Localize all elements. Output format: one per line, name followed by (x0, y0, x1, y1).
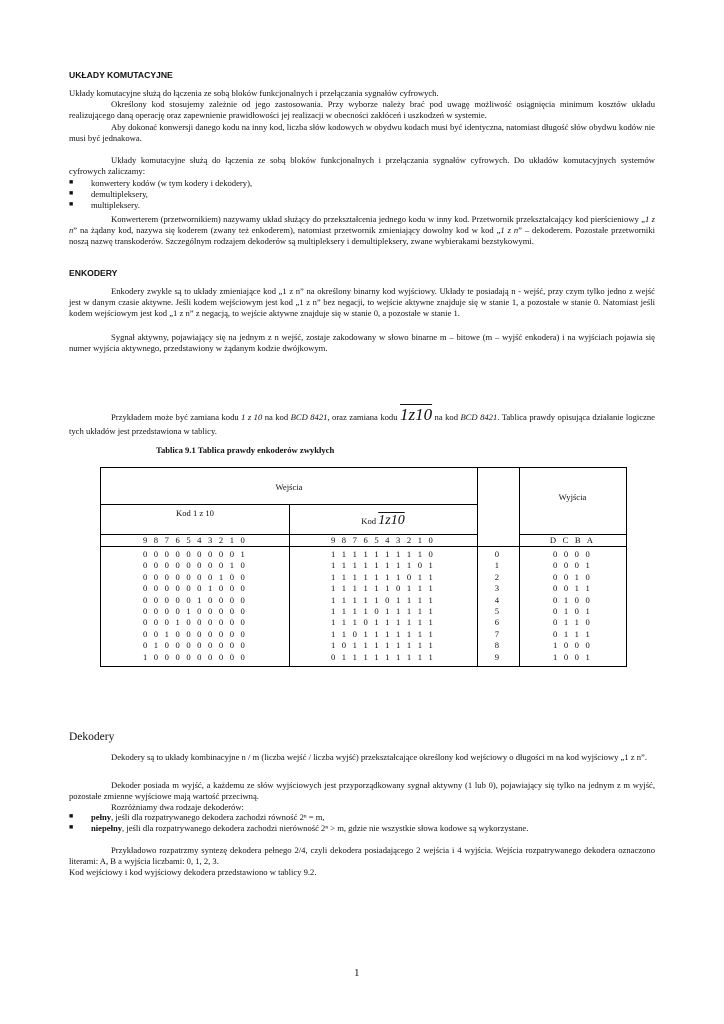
intro-paragraph-3: Aby dokonać konwersji danego kodu na inny kod, liczba słów kodowych w obydwu kodach musi być identyczna, natomiast długość słów obydwu kodów nie musi być jednakowa. (69, 122, 655, 144)
decoder-types-list (69, 812, 655, 834)
list-item: ■ niepełny, jeśli dla rozpatrywanego dekodera zachodzi nierówność 2ⁿ > m, gdzie nie wszystkie słowa kodowe są wykorzystane. (69, 823, 529, 834)
bullet-icon: ■ (69, 200, 74, 209)
truth-table (100, 467, 627, 667)
section-heading-enkodery: ENKODERY (69, 268, 118, 278)
table-cell: 4 (494, 594, 502, 605)
table-cell: 0 (494, 549, 502, 559)
table-cell: 0 0 1 1 (552, 583, 593, 594)
intro-paragraph-1: Układy komutacyjne służą do łączenia ze sobą bloków funkcjonalnych i przełączania sygnałów cyfrowych. (69, 88, 439, 98)
table-cell: 0 1 0 0 (552, 594, 593, 605)
bullet-icon: ■ (69, 178, 74, 186)
table-cell: 6 (494, 617, 502, 628)
dekodery-paragraph-3: Rozróżniamy dwa rodzaje dekoderów: (111, 802, 244, 812)
table-cell: 1 0 0 1 (552, 651, 593, 662)
table-cell: 0 0 0 0 0 1 0 0 0 0 (142, 594, 248, 605)
dekodery-paragraph-4: Przykładowo rozpatrzmy syntezę dekodera pełnego 2/4, czyli dekodera posiadającego 2 wejścia i 4 wyjścia. Wejścia rozpatrywanego dekodera oznaczono literami: A, B a wyjścia liczbami: 0, 1, 2, 3. (69, 845, 655, 867)
table-cell: 0 1 1 1 (552, 628, 593, 639)
header-inputs-2: 9 8 7 6 5 4 3 2 1 0 (330, 535, 436, 545)
enkodery-paragraph-1: Enkodery zwykle są to układy zmieniające kod „1 z n” na określony binarny kod wyjściowy. Układy te posiadają n - wejść, przy czym tylko jedno z wejść jest w danym czasie aktywne. Jeśli kodem wejściowym jest kod „1 z n” bez negacji, to wejście aktywne znajduje się w stanie 1, a pozostałe w stanie 0. Natomiast jeśli kodem wejściowym jest kod „1 z n” z negacją, to wejście aktywne znajduje się w stanie 0, a pozostałe w stanie 1. (69, 286, 655, 319)
dekodery-paragraph-5: Kod wejściowy i kod wyjściowy dekodera przedstawiono w tablicy 9.2. (69, 867, 317, 877)
table-cell: 5 (494, 606, 502, 616)
table-cell: 1 0 0 0 (552, 640, 593, 651)
table-cell: 1 1 1 1 1 1 1 1 1 0 (330, 549, 436, 559)
dekodery-paragraph-1: Dekodery są to układy kombinacyjne n / m (liczba wejść / liczba wyjść) przekształcające określony kod wejściowy o długości m na kod wyjściowy „1 z n”. (111, 752, 647, 762)
intro-paragraph-5: Konwerterem (przetwornikiem) nazywamy układ służący do przekształcenia jednego kodu w inny kod. Przetwornik przekształcający kod pierścieniowy „1 z n” na żądany kod, nazywa się koderem (zwany też enkoderem), natomiast przetwornik zmieniający dowolny kod w kod „1 z n” – dekoderem. Pozostałe przetworniki noszą nazwę transkoderów. Szczególnym rodzajem dekoderów są multipleksery i demultipleksery, zwane wybierakami bezstykowymi. (69, 214, 656, 247)
table-cell: 0 0 0 1 0 0 0 0 0 0 (142, 617, 248, 628)
table-cell: 0 0 0 1 (552, 560, 593, 571)
intro-paragraph-2: Określony kod stosujemy zależnie od jego zastosowania. Przy wyborze należy brać pod uwagę możliwość osiągnięcia minimum kosztów układu realizującego daną operację oraz zapewnienie prawidłowości jej realizacji w obecności zakłóceń i uszkodzeń w systemie. (69, 99, 655, 121)
table-cell: 0 0 0 0 (552, 549, 593, 559)
list-item: ■ demultipleksery, (69, 189, 148, 200)
bullet-icon: ■ (69, 189, 74, 198)
table-cell: 2 (494, 571, 502, 582)
header-outputs: D C B A (549, 535, 596, 545)
table-cell: 0 0 1 0 (552, 571, 593, 582)
table-cell: 1 1 1 1 1 1 1 0 1 1 (330, 571, 436, 582)
list-item: ■ pełny, jeśli dla rozpatrywanego dekodera zachodzi równość 2ⁿ = m, (69, 812, 325, 822)
table-cell: 0 1 1 0 (552, 617, 593, 628)
enkodery-paragraph-2: Sygnał aktywny, pojawiający się na jednym z n wejść, zostaje zakodowany w słowo binarne m – bitowe (m – wyjść enkodera) i na wyjściach pojawia się numer wyjścia aktywnego, przedstawiony w żądanym kodzie dwójkowym. (69, 332, 655, 354)
table-cell: 1 1 1 0 1 1 1 1 1 1 (330, 617, 436, 628)
table-cell: 0 0 0 0 0 0 0 0 1 0 (142, 560, 248, 571)
table-cell: 1 1 1 1 0 1 1 1 1 1 (330, 606, 436, 616)
table-cell: 0 0 0 0 0 0 1 0 0 0 (142, 583, 248, 594)
table-cell: 7 (494, 628, 502, 639)
header-kod-1z10-negated: Kod 1z10 (361, 513, 405, 528)
table-cell: 1 0 1 1 1 1 1 1 1 1 (330, 640, 436, 651)
list-item: ■ konwertery kodów (w tym kodery i dekodery), (69, 178, 253, 188)
enkodery-example: Przykładem może być zamiana kodu 1 z 10 na kod BCD 8421, oraz zamiana kodu 1z10 na kod BCD 8421. Tablica prawdy opisująca działanie logiczne tych układów jest przedstawiona w tablicy. (69, 405, 656, 437)
table-cell: 0 0 0 0 0 0 0 0 0 1 (142, 549, 248, 559)
table-caption: Tablica 9.1 Tablica prawdy enkoderów zwykłych (156, 445, 335, 455)
table-cell: 9 (494, 651, 502, 662)
dekodery-paragraph-2: Dekoder posiada m wyjść, a każdemu ze słów wyjściowych jest przyporządkowany sygnał aktywny (1 lub 0), pojawiający się tylko na jednym z m wyjść, pozostałe zmienne wyjściowe mają wartość przeciwną. (69, 780, 655, 802)
bullet-icon: ■ (69, 812, 74, 820)
table-cell: 0 0 1 0 0 0 0 0 0 0 (142, 628, 248, 639)
list-item: ■ multipleksery. (69, 200, 140, 211)
components-list (69, 178, 252, 212)
table-cell: 1 1 1 1 1 1 1 1 0 1 (330, 560, 436, 571)
header-wejscia: Wejścia (275, 482, 303, 492)
header-inputs-1: 9 8 7 6 5 4 3 2 1 0 (142, 535, 248, 545)
table-cell: 1 0 0 0 0 0 0 0 0 0 (142, 651, 248, 662)
header-wyjscia: Wyjścia (558, 492, 587, 502)
bullet-icon: ■ (69, 823, 74, 832)
table-cell: 3 (494, 583, 502, 594)
table-cell: 0 1 0 1 (552, 606, 593, 616)
table-cell: 8 (494, 640, 502, 651)
header-kod-1z10: Kod 1 z 10 (176, 508, 214, 518)
table-cell: 0 0 0 0 1 0 0 0 0 0 (142, 606, 248, 616)
page-title: UKŁADY KOMUTACYJNE (69, 70, 173, 80)
table-cell: 0 1 1 1 1 1 1 1 1 1 (330, 651, 436, 662)
page-number: 1 (354, 967, 360, 979)
table-cell: 1 1 0 1 1 1 1 1 1 1 (330, 628, 436, 639)
table-cell: 1 1 1 1 1 0 1 1 1 1 (330, 594, 436, 605)
table-cell: 0 0 0 0 0 0 0 1 0 0 (142, 571, 248, 582)
table-cell: 0 1 0 0 0 0 0 0 0 0 (142, 640, 248, 651)
table-cell: 1 (494, 560, 502, 571)
intro-paragraph-4: Układy komutacyjne służą do łączenia ze sobą bloków funkcjonalnych i przełączania sygnałów cyfrowych. Do układów komutacyjnych systemów cyfrowych zaliczamy: (69, 155, 655, 177)
table-cell: 1 1 1 1 1 1 0 1 1 1 (330, 583, 436, 594)
section-heading-dekodery: Dekodery (69, 731, 115, 743)
